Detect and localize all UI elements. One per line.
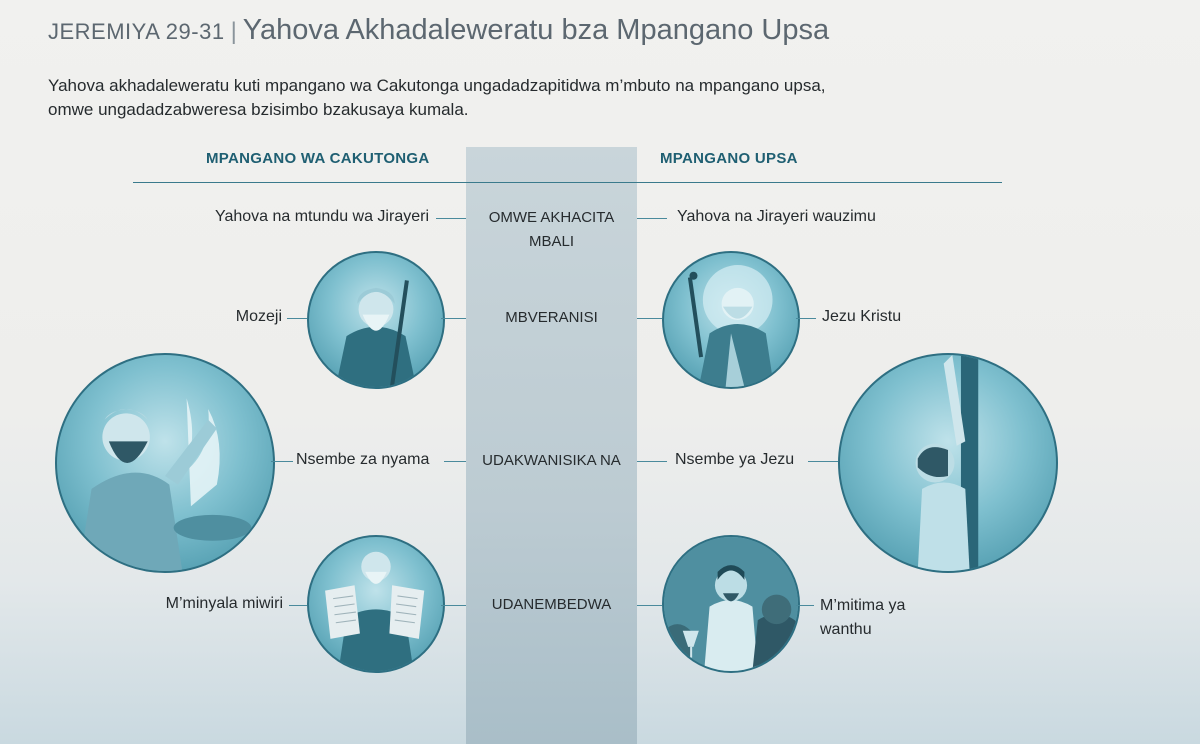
row3-center-label: UDAKWANISIKA NA <box>482 452 621 469</box>
row1-center-label <box>466 206 637 254</box>
disciples-supper-icon <box>664 537 798 671</box>
scripture-reference: JEREMIYA 29-31 <box>48 19 225 44</box>
row4-center-label: UDANEMBEDWA <box>491 596 612 613</box>
row1-right-label: Yahova na Jirayeri wauzimu <box>677 208 876 225</box>
moses-illustration <box>307 251 445 389</box>
row3-right-connector <box>637 461 667 462</box>
row2-left-label: Mozeji <box>235 308 282 325</box>
hearts-of-people-illustration <box>662 535 800 673</box>
row2-center-label: MBVERANISI <box>505 309 598 326</box>
row1-left-label: Yahova na mtundu wa Jirayeri <box>214 208 429 225</box>
row3-left-outer-connector <box>271 461 293 462</box>
row3-left-connector <box>444 461 466 462</box>
jesus-on-stake-icon <box>840 355 1056 571</box>
title-separator: | <box>230 18 237 45</box>
row1-center-line-2: MBALI <box>528 233 574 250</box>
row4-right-line-2: wanthu <box>820 621 872 638</box>
row4-right-outer-connector <box>796 605 814 606</box>
row4-right-connector <box>637 605 662 606</box>
jesus-sacrifice-illustration <box>838 353 1058 573</box>
jesus-figure-icon <box>664 253 798 387</box>
row4-right-label <box>820 594 905 642</box>
row2-left-connector <box>441 318 466 319</box>
row4-right-line-1: M’mitima ya <box>820 597 906 614</box>
row3-right-label: Nsembe ya Jezu <box>675 451 795 468</box>
left-column-heading: MPANGANO WA CAKUTONGA <box>206 150 430 167</box>
moses-tablets-icon <box>309 537 443 671</box>
title-text: Yahova Akhadaleweratu bza Mpangano Upsa <box>242 14 830 46</box>
row1-center-line-1: OMWE AKHACITA <box>488 209 615 226</box>
intro-line-1: Yahova akhadaleweratu kuti mpangano wa Cakutonga ungadadzapitidwa m’mbuto na mpangano upsa, <box>48 76 826 95</box>
row2-right-outer-connector <box>796 318 816 319</box>
intro-line-2: omwe ungadadzabweresa bzisimbo bzakusaya kumala. <box>48 100 469 119</box>
page-title <box>48 14 829 47</box>
row1-left-connector <box>436 218 466 219</box>
right-column-heading: MPANGANO UPSA <box>660 150 798 167</box>
row3-right-outer-connector <box>808 461 838 462</box>
row2-right-label: Jezu Kristu <box>822 308 902 325</box>
jesus-mediator-illustration <box>662 251 800 389</box>
header-divider <box>133 182 1002 183</box>
row1-right-connector <box>637 218 667 219</box>
row2-right-connector <box>637 318 662 319</box>
row4-left-connector <box>441 605 466 606</box>
intro-paragraph <box>48 74 928 122</box>
row3-left-label: Nsembe za nyama <box>296 451 430 468</box>
row2-left-outer-connector <box>287 318 307 319</box>
animal-sacrifice-illustration <box>55 353 275 573</box>
moses-figure-icon <box>309 253 443 387</box>
row4-left-label: M’minyala miwiri <box>165 595 283 612</box>
stone-tablets-illustration <box>307 535 445 673</box>
priest-sacrifice-icon <box>57 355 273 571</box>
row4-left-outer-connector <box>289 605 307 606</box>
